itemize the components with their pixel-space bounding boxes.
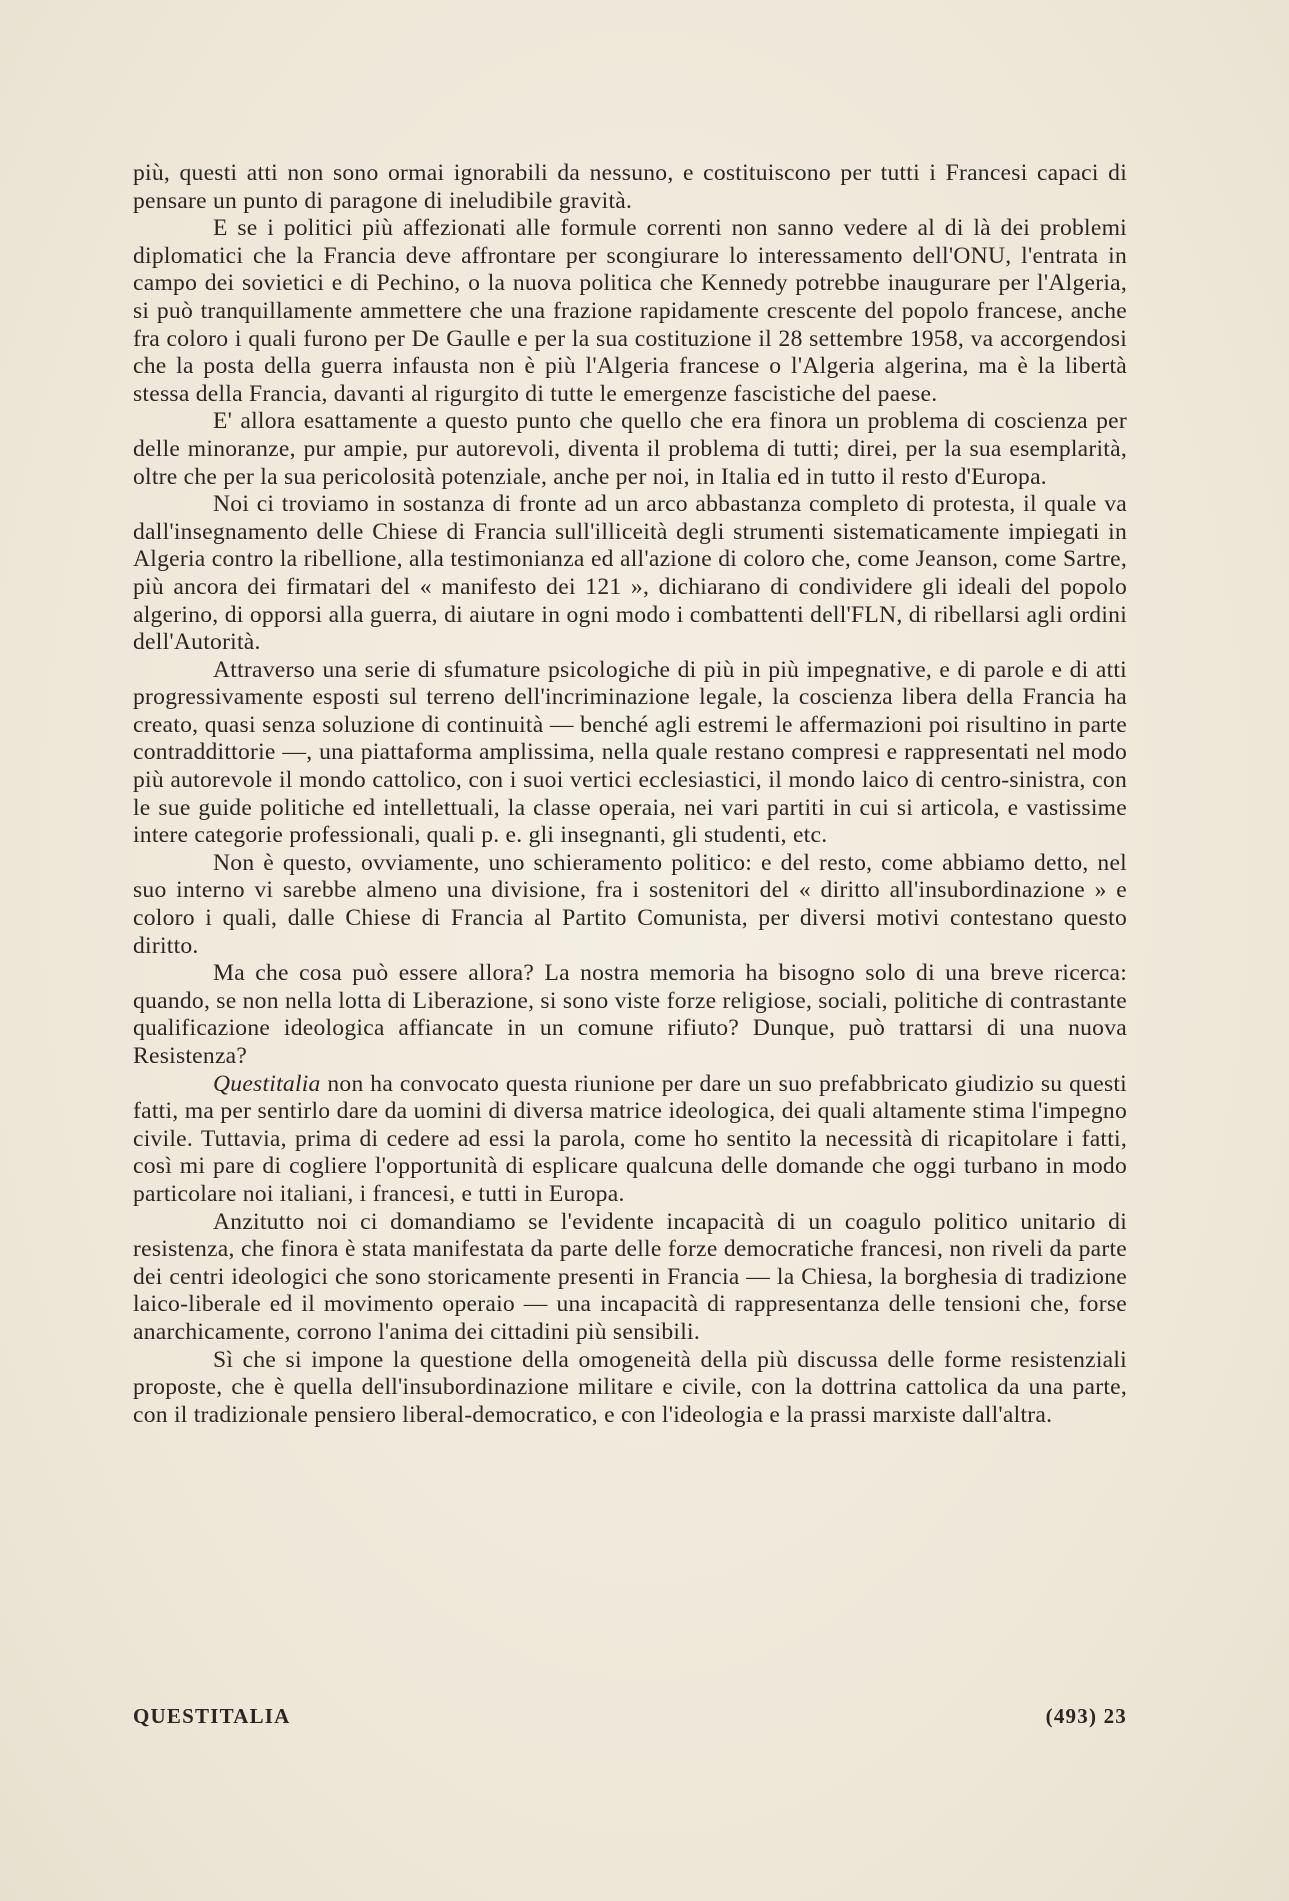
paragraph: Non è questo, ovviamente, uno schieramento politico: e del resto, come abbiamo detto, nel suo interno vi sarebbe almeno una divisione, fra i sostenitori del « diritto all'insubordinazione » e coloro i quali, dalle Chiese di Francia al Partito Comunista, per diversi motivi contestano questo diritto. bbox=[133, 849, 1127, 959]
paragraph: E se i politici più affezionati alle formule correnti non sanno vedere al di là dei problemi diplomatici che la Francia deve affrontare per scongiurare lo interessamento dell'ONU, l'entrata in campo dei sovietici e di Pechino, o la nuova politica che Kennedy potrebbe inaugurare per l'Algeria, si può tranquillamente ammettere che una frazione rapidamente crescente del popolo francese, anche fra coloro i quali furono per De Gaulle e per la sua costituzione il 28 settembre 1958, va accorgendosi che la posta della guerra infausta non è più l'Algeria francese o l'Algeria algerina, ma è la libertà stessa della Francia, davanti al rigurgito di tutte le emergenze fascistiche del paese. bbox=[133, 215, 1127, 407]
paragraph: E' allora esattamente a questo punto che quello che era finora un problema di coscienza per delle minoranze, pur ampie, pur autorevoli, diventa il problema di tutti; direi, per la sua esemplarità, oltre che per la sua pericolosità potenziale, anche per noi, in Italia ed in tutto il resto d'Europa. bbox=[133, 408, 1127, 490]
paragraph: Noi ci troviamo in sostanza di fronte ad un arco abbastanza completo di protesta, il quale va dall'insegnamento delle Chiese di Francia sull'illiceità degli strumenti sistematicamente impiegati in Algeria contro la ribellione, alla testimonianza ed all'azione di coloro che, come Jeanson, come Sartre, più ancora dei firmatari del « manifesto dei 121 », dichiarano di condividere gli ideali del popolo algerino, di opporsi alla guerra, di aiutare in ogni modo i combattenti dell'FLN, di ribellarsi agli ordini dell'Autorità. bbox=[133, 491, 1127, 656]
paragraph: più, questi atti non sono ormai ignorabili da nessuno, e costituiscono per tutti i Francesi capaci di pensare un punto di paragone di ineludibile gravità. bbox=[133, 160, 1127, 214]
paragraph: Sì che si impone la questione della omogeneità della più discussa delle forme resistenziali proposte, che è quella dell'insubordinazione militare e civile, con la dottrina cattolica da una parte, con il tradizionale pensiero liberal-democratico, e con l'ideologia e la prassi marxiste dall'altra. bbox=[133, 1346, 1127, 1428]
paragraph-rest: non ha convocato questa riunione per dare un suo prefabbricato giudizio su questi fatti, ma per sentirlo dare da uomini di diversa matrice ideologica, dei quali altamente stima l'impegno civile. Tuttavia, prima di cedere ad essi la parola, come ho sentito la necessità di ricapitolare i fatti, così mi pare di cogliere l'opportunità di esplicare qualcuna delle domande che oggi turbano in modo particolare noi italiani, i francesi, e tutti in Europa. bbox=[133, 1070, 1127, 1207]
paragraph: Ma che cosa può essere allora? La nostra memoria ha bisogno solo di una breve ricerca: quando, se non nella lotta di Liberazione, si sono viste forze religiose, sociali, politiche di contrastante qualificazione ideologica affiancate in un comune rifiuto? Dunque, può trattarsi di una nuova Resistenza? bbox=[133, 960, 1127, 1069]
paragraph: Attraverso una serie di sfumature psicologiche di più in più impegnative, e di parole e di atti progressivamente esposti sul terreno dell'incriminazione legale, la coscienza libera della Francia ha creato, quasi senza soluzione di continuità — benché agli estremi le affermazioni poi risultino in parte contraddittorie —, una piattaforma amplissima, nella quale restano compresi e rappresentati nel modo più autorevole il mondo cattolico, con i suoi vertici ecclesiastici, il mondo laico di centro-sinistra, con le sue guide politiche ed intellettuali, la classe operaia, nei vari partiti in cui si articola, e vastissime intere categorie professionali, quali p. e. gli insegnanti, gli studenti, etc. bbox=[133, 656, 1127, 849]
page-footer bbox=[133, 1704, 1127, 1729]
journal-name: QUESTITALIA bbox=[133, 1704, 291, 1728]
paragraph: Anzitutto noi ci domandiamo se l'evidente incapacità di un coagulo politico unitario di resistenza, che finora è stata manifestata da parte delle forze democratiche francesi, non riveli da parte dei centri ideologici che sono storicamente presenti in Francia — la Chiesa, la borghesia di tradizione laico-liberale ed il movimento operaio — una incapacità di rappresentanza delle tensioni che, forse anarchicamente, corrono l'anima dei cittadini più sensibili. bbox=[133, 1208, 1127, 1345]
page-number: (493) 23 bbox=[1045, 1704, 1127, 1728]
paragraph-with-italic-lead bbox=[133, 1071, 1127, 1209]
italic-journal-name: Questitalia bbox=[213, 1070, 321, 1097]
article-body bbox=[133, 160, 1127, 1429]
